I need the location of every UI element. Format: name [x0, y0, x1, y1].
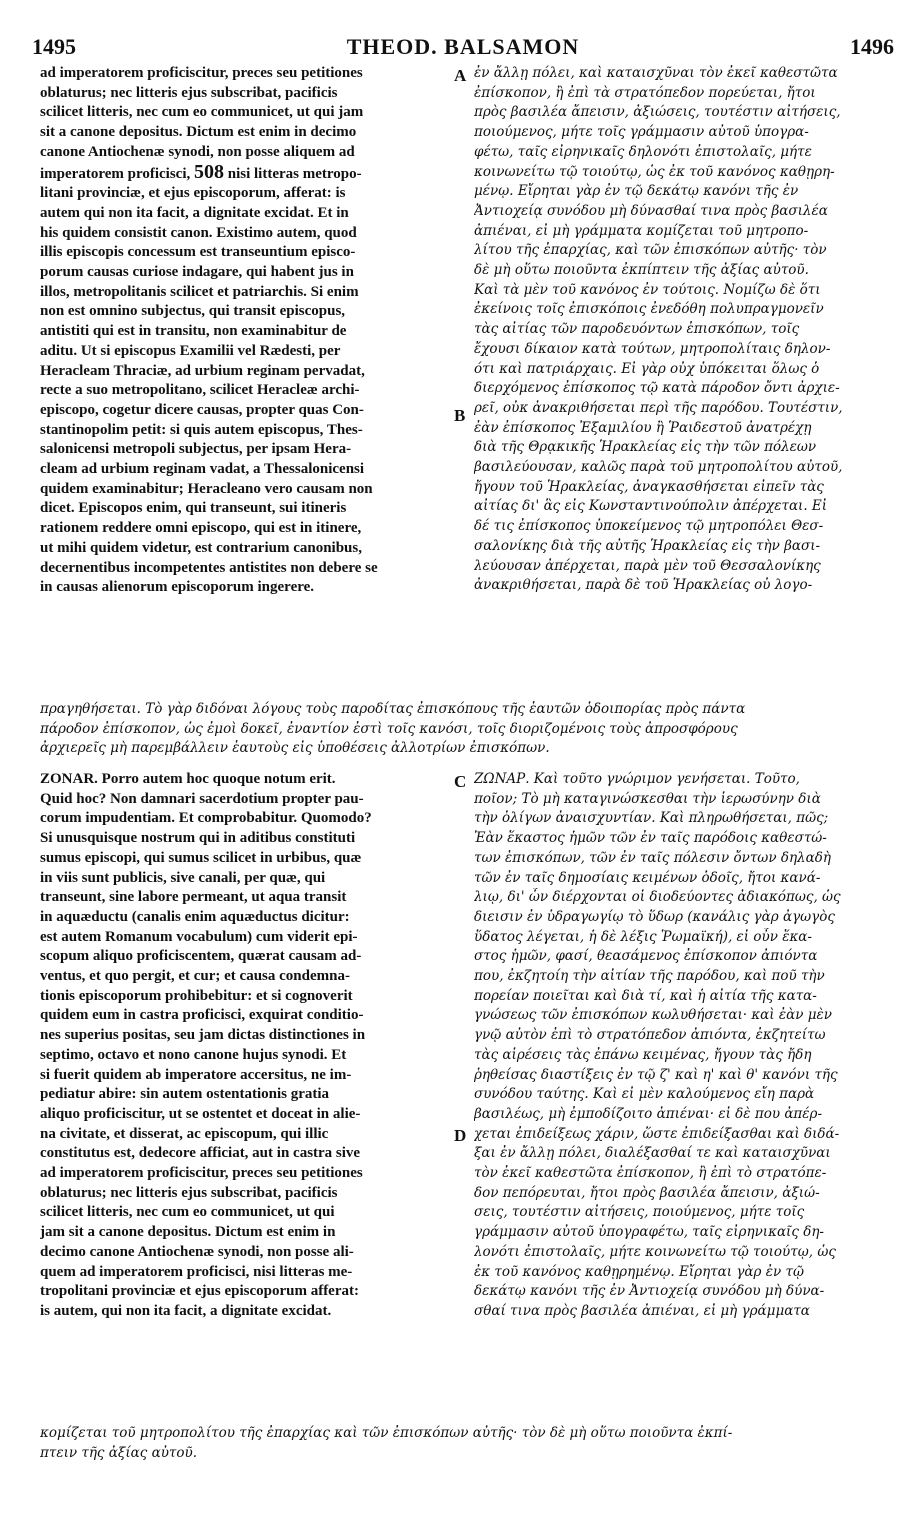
greek-fullwidth-1	[40, 700, 886, 759]
text-line: sit a canone depositus. Dictum est enim in decimo	[40, 124, 357, 141]
text-line: aliquo proficiscitur, ut se ostentet et doceat in alie-	[40, 1105, 361, 1122]
margin-letter-d: D	[454, 1126, 467, 1145]
text-line: τὰς αἱρέσεις τὰς ἐπάνω κειμένας, ἤγουν τὰς ἤδη	[474, 1046, 812, 1063]
text-line: oblaturus; nec litteris ejus subscribat, pacificis	[40, 1184, 338, 1201]
text-line: Si unusquisque nostrum qui in aditibus constituti	[40, 830, 356, 847]
text-line: tionis episcoporum prohibebitur: et si cognoverit	[40, 987, 353, 1004]
text-line: Ἐὰν ἕκαστος ἡμῶν τῶν ἐν ταῖς παρόδοις καθεστώ-	[474, 830, 827, 847]
text-line: ἤγουν τοῦ Ἡρακλείας, ἀναγκασθήσεται εἰπεῖν τὰς	[474, 478, 824, 495]
text-line: δον πεπόρευται, ἤτοι πρὸς βασιλέα ἄπεισιν, ἀξιώ-	[474, 1184, 820, 1201]
text-line: βασιλεύουσαν, καλῶς παρὰ τοῦ μητροπολίτου αὐτοῦ,	[474, 459, 843, 476]
text-line: πρὸς βασιλέα ἄπεισιν, ἀξιώσεις, τουτέστιν αἰτήσεις,	[474, 104, 841, 121]
text-line: πραγηθήσεται. Τὸ γὰρ διδόναι λόγους τοὺς παροδίτας ἐπισκόπους τῆς ἑαυτῶν ὁδοιπορίας πρὸς πάντα	[40, 701, 746, 717]
text-line: δέ τις ἐπίσκοπος ὑποκείμενος τῷ μητροπόλει Θεσ-	[474, 518, 824, 535]
text-line: non est omnino subjectus, qui transit episcopus,	[40, 303, 346, 320]
text-line: που, ἐκζητοίη τὴν αἰτίαν τῆς παρόδου, καὶ ποῦ τὴν	[474, 968, 825, 985]
text-line: Heracleam Thraciæ, ad urbium reginam pervadat,	[40, 362, 365, 379]
text-line: imperatorem proficisci, 508 nisi litteras metropo-	[40, 162, 362, 183]
text-line: χεται ἐπιδείξεως χάριν, ὥστε ἐπιδείξασθαι καὶ διδά-	[474, 1125, 840, 1142]
text-line: γράμμασιν αὐτοῦ ὑπογραφέτω, ταῖς εἰρηνικαῖς δη-	[474, 1224, 824, 1241]
text-line: canone Antiochenæ synodi, non posse aliquem ad	[40, 143, 355, 160]
greek-column-1	[474, 64, 886, 596]
text-line: na civitate, et disserat, ac episcopum, qui illic	[40, 1125, 329, 1142]
text-line: quem ad imperatorem proficisci, nisi litteras me-	[40, 1263, 353, 1280]
text-line: septimo, octavo et nono canone hujus synodi. Et	[40, 1046, 347, 1063]
inline-page-marker: 508	[193, 162, 224, 183]
latin-column-2	[40, 770, 445, 1322]
text-line: Ἀντιοχείᾳ συνόδου μὴ δύνασθαί τινα πρὸς βασιλέα	[474, 202, 828, 219]
text-line: φέτω, ταῖς εἰρηνικαῖς δηλονότι ἐπιστολαῖς, μήτε	[474, 143, 812, 160]
text-line: ποῖον; Τὸ μὴ καταγινώσκεσθαι τὴν ἱερωσύνην διὰ	[474, 790, 821, 807]
text-line: διερχόμενος ἐπίσκοπος τῷ κατὰ πάροδον ὄντι ἀρχιε-	[474, 380, 840, 397]
text-line: illis episcopis concessum est transeuntium episco-	[40, 244, 356, 261]
text-line: ἀνακριθήσεται, παρὰ δὲ τοῦ Ἡρακλείας οὐ λογο-	[474, 577, 813, 594]
greek-column-2	[474, 770, 886, 1322]
text-line: Καὶ τὰ μὲν τοῦ κανόνος ἐν τούτοις. Νομίζω δὲ ὅτι	[474, 281, 821, 298]
text-line: scilicet litteris, nec cum eo communicet, ut qui	[40, 1204, 335, 1221]
text-line: μένῳ. Εἴρηται γὰρ ἐν τῷ δεκάτῳ κανόνι τῆς ἐν	[474, 183, 799, 200]
text-line: quidem examinabitur; Heracleano vero causam non	[40, 480, 373, 497]
text-line: sumus episcopi, qui sumus scilicet in urbibus, quæ	[40, 849, 362, 866]
text-line: tropolitani provinciæ et ejus episcoporum afferat:	[40, 1283, 359, 1300]
text-line: λιῳ, δι' ὧν διέρχονται οἱ διοδεύοντες ἀδιακόπως, ὡς	[474, 889, 841, 906]
text-line: ἐπίσκοπον, ἢ ἐπὶ τὰ στρατόπεδον πορεύεται, ἤτοι	[474, 84, 816, 101]
text-line: διεισιν ἐν ὑδραγωγίῳ τὸ ὕδωρ (κανάλις γὰρ ἀγωγὸς	[474, 908, 835, 925]
text-line: σθαί τινα πρὸς βασιλέα ἀπιέναι, εἰ μὴ γράμματα	[474, 1302, 810, 1319]
text-line: ἀρχιερεῖς μὴ παρεμβάλλειν ἑαυτοὺς εἰς ὑποθέσεις ἀλλοτρίων ἐπισκόπων.	[40, 740, 550, 757]
text-line: ἔχουσι δίκαιον κατὰ τούτων, μητροπολίταις δηλον-	[474, 340, 831, 357]
text-line: ρεῖ, οὐκ ἀνακριθήσεται περὶ τῆς παρόδου. Τουτέστιν,	[474, 399, 843, 416]
text-line: ἐὰν ἐπίσκοπος Ἐξαμιλίου ἢ Ῥαιδεστοῦ ἀνατρέχῃ	[474, 419, 812, 436]
text-line: autem qui non ita facit, a dignitate excidat. Et in	[40, 204, 349, 221]
text-line: est autem Romanum vocabulum) cum viderit epi-	[40, 928, 358, 945]
text-line: decernentibus incompetentes antistites non debere se	[40, 559, 378, 576]
text-line: in viis sunt publicis, sive canali, per quæ, qui	[40, 869, 326, 886]
text-line: γνώσεως τῶν ἐπισκόπων κωλυθήσεται· καὶ ἐὰν μὲν	[474, 1007, 832, 1024]
text-line: scilicet litteris, nec cum eo communicet, ut qui jam	[40, 104, 364, 121]
text-line: ἐν ἄλλῃ πόλει, καὶ καταισχῦναι τὸν ἐκεῖ καθεστῶτα	[474, 65, 838, 81]
text-line: porum causas curiose indagare, qui habent jus in	[40, 264, 354, 281]
text-line: ἀπιέναι, εἰ μὴ γράμματα κομίζεται τοῦ μητροπο-	[474, 222, 809, 239]
text-line: quidem eum in castra proficisci, exquirat conditio-	[40, 1007, 364, 1024]
text-line: λεύουσαν ἀπέρχεται, παρὰ μὲν τοῦ Θεσσαλονίκης	[474, 557, 821, 574]
text-line: συνόδου ταύτης. Καὶ εἰ μὲν καλούμενος εἴη παρὰ	[474, 1086, 815, 1103]
text-line: in aquæductu (canalis enim aquæductus dicitur:	[40, 908, 350, 925]
text-line: ποιούμενος, μήτε τοῖς γράμμασιν αὐτοῦ ὑπογρα-	[474, 124, 809, 141]
text-line: στος ἡμῶν, φασί, θεασάμενος ἐπίσκοπον ἀπιόντα	[474, 948, 818, 965]
text-line: ad imperatorem proficiscitur, preces seu petitiones	[40, 1165, 363, 1182]
text-line: decimo canone Antiochenæ synodi, non posse ali-	[40, 1243, 354, 1260]
text-line: ad imperatorem proficiscitur, preces seu petitiones	[40, 65, 363, 81]
text-line: oblaturus; nec litteris ejus subscribat, pacificis	[40, 84, 338, 101]
greek-fullwidth-2	[40, 1424, 886, 1463]
text-line: ut mihi quidem videtur, est contrarium canonibus,	[40, 539, 362, 556]
text-line: ξαι ἐν ἄλλῃ πόλει, διαλέξασθαί τε καὶ καταισχῦναι	[474, 1145, 831, 1162]
text-line: τῶν ἐν ταῖς δημοσίαις κειμένων ὁδοῖς, ἤτοι κανά-	[474, 869, 821, 886]
text-line: constitutus est, dedecore afficiat, aut in castra sive	[40, 1145, 361, 1162]
text-line: ZONAR. Porro autem hoc quoque notum erit.	[40, 771, 336, 787]
text-line: γνῷ αὐτὸν ἐπὶ τὸ στρατόπεδον ἀπιόντα, ἐκζητείτω	[474, 1027, 826, 1044]
text-line: πτειν τῆς ἀξίας αὐτοῦ.	[40, 1444, 198, 1461]
text-line: in causas alienorum episcoporum ingerere.	[40, 579, 315, 596]
text-line: αἰτίας δι' ἃς εἰς Κωνσταντινούπολιν ἀπέρχεται. Εἰ	[474, 498, 828, 515]
text-line: τὴν ὀλίγων ἀναισχυντίαν. Καὶ πληρωθήσεται, πῶς;	[474, 810, 829, 827]
text-line: ῥηθείσας διαστίξεις ἐν τῷ ζ' καὶ η' καὶ θ' κανόνι τῆς	[474, 1066, 838, 1083]
left-page-number: 1495	[32, 34, 76, 59]
text-line: illos, metropolitanis scilicet et patriarchis. Si enim	[40, 283, 359, 300]
text-line: λίτου τῆς ἐπαρχίας, καὶ τῶν ἐπισκόπων αὐτῆς· τὸν	[474, 242, 827, 259]
text-line: ἐκείνοις τοῖς ἐπισκόποις ἐνεδόθη πολυπραγμονεῖν	[474, 301, 824, 318]
text-line: recte a suo metropolitano, scilicet Heracleæ archi-	[40, 382, 360, 399]
text-line: transeunt, sine labore permeant, ut aqua transit	[40, 889, 347, 906]
text-line: δὲ μὴ οὕτω ποιοῦντα ἐκπίπτειν τῆς ἀξίας αὐτοῦ.	[474, 262, 809, 279]
text-line: ότι καὶ πατριάρχαις. Εἰ γὰρ οὐχ ὑπόκειται ὅλως ὁ	[474, 360, 820, 377]
text-line: ΖΩΝΑΡ. Καὶ τοῦτο γνώριμον γενήσεται. Τοῦτο,	[474, 771, 800, 787]
text-line: ἐκ τοῦ κανόνος καθῃρημένῳ. Εἴρηται γὰρ ἐν τῷ	[474, 1263, 804, 1280]
text-line: corum impudentiam. Et comprobabitur. Quomodo?	[40, 810, 372, 827]
text-line: stantinopolim petit: si quis autem episcopus, Thes-	[40, 421, 363, 438]
text-line: βασιλέως, μὴ ἐμποδίζοιτο ἀπιέναι· εἰ δὲ που ἀπέρ-	[474, 1105, 823, 1122]
text-line: dicet. Episcopos enim, qui transeunt, sui itineris	[40, 500, 347, 517]
text-line: κοινωνείτω τῷ τοιούτῳ, ὡς ἐκ τοῦ κανόνος καθῃρη-	[474, 163, 835, 180]
text-line: πορείαν ποιεῖται καὶ διὰ τί, καὶ ἡ αἰτία τῆς κατα-	[474, 987, 817, 1004]
text-line: δεκάτῳ κανόνι τῆς ἐν Ἀντιοχείᾳ συνόδου μὴ δύνα-	[474, 1283, 825, 1300]
text-line: pediatur abire: sin autem ostentationis gratia	[40, 1086, 330, 1103]
text-line: antistiti qui est in transitu, non examinabitur de	[40, 323, 347, 340]
text-line: των ἐπισκόπων, τῶν ἐν ταῖς πόλεσιν ὄντων δηλαδὴ	[474, 849, 831, 866]
text-line: Quid hoc? Non damnari sacerdotium propter pau-	[40, 790, 364, 807]
text-line: nes superius positas, seu jam dictas distinctiones in	[40, 1027, 366, 1044]
margin-letter-a: A	[454, 66, 467, 85]
text-line: is autem, qui non ita facit, a dignitate excidat.	[40, 1302, 332, 1319]
text-line: si fuerit quidem ab imperatore accersitus, ne im-	[40, 1066, 352, 1083]
text-line: ventus, et quo pergit, et cur; et causa condemna-	[40, 968, 350, 985]
text-line: rationem reddere omni episcopo, qui est in itinere,	[40, 520, 362, 537]
text-line: cleam ad urbium reginam vadat, a Thessalonicensi	[40, 461, 365, 478]
text-line: salonicensi metropoli subjectus, per ipsam Hera-	[40, 441, 352, 458]
text-line: scopum aliquo proficiscentem, quærat causam ad-	[40, 948, 362, 965]
right-page-number: 1496	[850, 34, 894, 59]
text-line: κομίζεται τοῦ μητροπολίτου τῆς ἐπαρχίας καὶ τῶν ἐπισκόπων αὐτῆς· τὸν δὲ μὴ οὕτω ποιοῦντα ἐκπί-	[40, 1425, 733, 1441]
text-line: litani provinciæ, et ejus episcoporum, afferat: is	[40, 185, 346, 202]
latin-column-1	[40, 64, 445, 598]
margin-letter-c: C	[454, 772, 467, 791]
text-line: σαλονίκης διὰ τῆς αὐτῆς Ἡρακλείας εἰς τὴν βασι-	[474, 537, 821, 554]
text-line: his quidem consistit canon. Existimo autem, quod	[40, 224, 357, 241]
margin-letter-b: B	[454, 406, 466, 425]
page-header	[32, 34, 894, 60]
text-line: λονότι ἐπιστολαῖς, μήτε κοινωνείτω τῷ τοιούτῳ, ὡς	[474, 1243, 836, 1260]
text-line: episcopo, cogetur dicere causas, propter quas Con-	[40, 401, 364, 418]
text-line: πάροδον ἐπίσκοπον, ὡς ἐμοὶ δοκεῖ, ἐναντίον ἐστὶ τοῖς κανόσι, τοῖς διοριζομένοις τοὺς ἀπροσφόρους	[40, 720, 738, 737]
text-line: jam sit a canone depositus. Dictum est enim in	[40, 1224, 336, 1241]
text-line: διὰ τῆς Θρᾳκικῆς Ἡρακλείας εἰς τὴν τῶν πόλεων	[474, 439, 817, 456]
text-line: τὰς αἰτίας τῶν παροδευόντων ἐπισκόπων, τοῖς	[474, 321, 800, 338]
text-line: σεις, τουτέστιν αἰτήσεις, ποιούμενος, μήτε τοῖς	[474, 1204, 805, 1221]
text-line: aditu. Ut si episcopus Examilii vel Rædesti, per	[40, 342, 341, 359]
text-line: τὸν ἐκεῖ καθεστῶτα ἐπίσκοπον, ἢ ἐπὶ τὸ στρατόπε-	[474, 1165, 827, 1182]
running-title: THEOD. BALSAMON	[346, 34, 580, 59]
text-line: ὕδατος λέγεται, ἡ δὲ λέξις Ῥωμαϊκή), εἰ οὖν ἕκα-	[474, 928, 812, 945]
